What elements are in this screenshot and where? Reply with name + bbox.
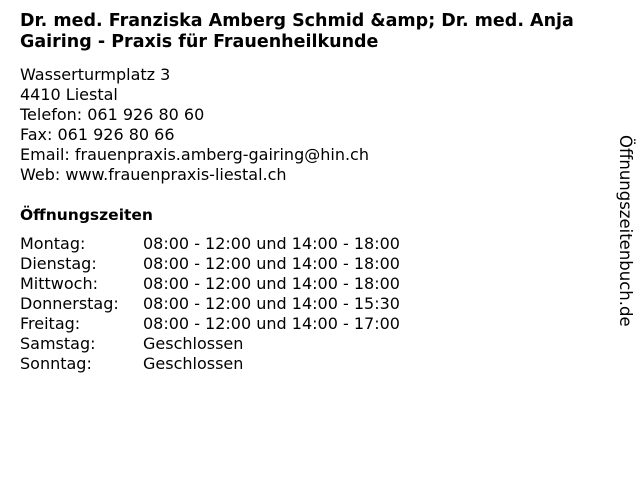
day-hours: Geschlossen	[143, 334, 244, 353]
day-label: Sonntag:	[20, 354, 92, 373]
day-label: Freitag:	[20, 314, 81, 333]
hours-row-sunday	[20, 354, 400, 374]
phone-number: Telefon: 061 926 80 60	[20, 105, 205, 124]
hours-row-tuesday	[20, 254, 400, 274]
postal-city: 4410 Liestal	[20, 85, 118, 104]
fax-number: Fax: 061 926 80 66	[20, 125, 175, 144]
opening-hours-table	[20, 234, 400, 374]
opening-hours-heading: Öffnungszeiten	[20, 206, 153, 224]
hours-row-monday	[20, 234, 400, 254]
street-address: Wasserturmplatz 3	[20, 65, 171, 84]
hours-row-friday	[20, 314, 400, 334]
day-hours: 08:00 - 12:00 und 14:00 - 18:00	[143, 234, 400, 253]
day-label: Samstag:	[20, 334, 96, 353]
day-hours: 08:00 - 12:00 und 14:00 - 17:00	[143, 314, 400, 333]
day-hours: 08:00 - 12:00 und 14:00 - 15:30	[143, 294, 400, 313]
day-label: Donnerstag:	[20, 294, 119, 313]
day-hours: 08:00 - 12:00 und 14:00 - 18:00	[143, 254, 400, 273]
brand-watermark: Öffnungszeitenbuch.de	[616, 135, 635, 327]
practice-title: Dr. med. Franziska Amberg Schmid &amp; Dr. med. Anja Gairing - Praxis für Frauenheilkunde	[20, 11, 574, 52]
day-hours: Geschlossen	[143, 354, 244, 373]
hours-row-wednesday	[20, 274, 400, 294]
day-hours: 08:00 - 12:00 und 14:00 - 18:00	[143, 274, 400, 293]
address-block	[20, 65, 369, 185]
day-label: Dienstag:	[20, 254, 97, 273]
day-label: Montag:	[20, 234, 86, 253]
email-address: Email: frauenpraxis.amberg-gairing@hin.ch	[20, 145, 369, 164]
website-address: Web: www.frauenpraxis-liestal.ch	[20, 165, 287, 184]
hours-row-thursday	[20, 294, 400, 314]
day-label: Mittwoch:	[20, 274, 98, 293]
hours-row-saturday	[20, 334, 400, 354]
